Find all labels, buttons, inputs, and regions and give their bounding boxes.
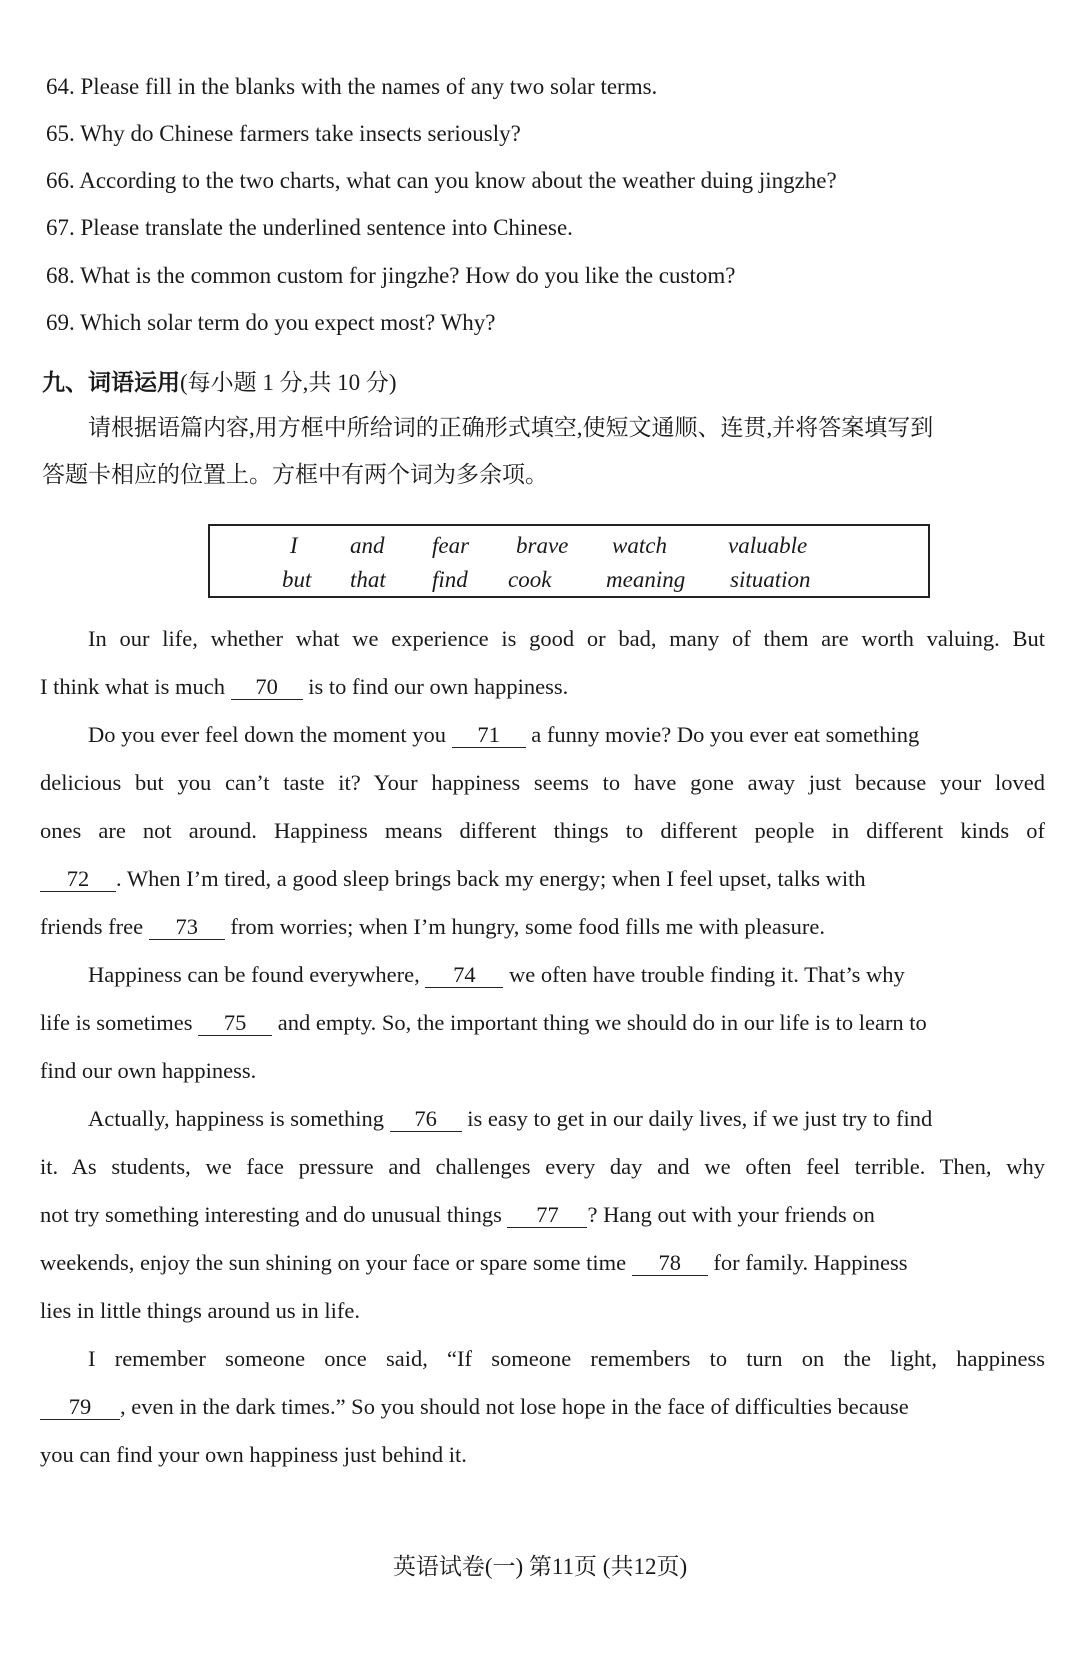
word-box	[208, 524, 930, 598]
section-title: 九、词语运用	[42, 370, 180, 395]
word-box-item: meaning	[606, 567, 686, 592]
blank-72[interactable]: 72	[40, 867, 116, 892]
passage-line	[40, 960, 1045, 990]
passage-text: not try something interesting and do unusual things	[40, 1202, 502, 1227]
blank-76[interactable]: 76	[390, 1107, 462, 1132]
word-box-item: but	[282, 567, 312, 592]
word-box-item: and	[350, 533, 385, 558]
question-64: 64. Please fill in the blanks with the names of any two solar terms.	[46, 74, 658, 99]
question-67: 67. Please translate the underlined sentence into Chinese.	[46, 215, 573, 240]
word-box-item: brave	[516, 533, 569, 558]
passage-line	[40, 672, 1045, 702]
blank-79[interactable]: 79	[40, 1395, 120, 1420]
passage-text: a funny movie? Do you ever eat something	[531, 722, 920, 747]
passage-line: you can find your own happiness just behind it.	[40, 1442, 467, 1467]
blank-75[interactable]: 75	[198, 1011, 272, 1036]
passage-line	[40, 1392, 1045, 1422]
passage-line	[40, 1104, 1045, 1134]
passage-text: from worries; when I’m hungry, some food fills me with pleasure.	[230, 914, 825, 939]
blank-73[interactable]: 73	[149, 915, 225, 940]
word-box-item: situation	[730, 567, 811, 592]
question-65: 65. Why do Chinese farmers take insects seriously?	[46, 121, 521, 146]
passage-text: , even in the dark times.” So you should not lose hope in the face of difficulties because	[120, 1394, 909, 1419]
word-box-item: fear	[432, 533, 470, 558]
question-66: 66. According to the two charts, what can you know about the weather duing jingzhe?	[46, 168, 837, 193]
question-69: 69. Which solar term do you expect most? Why?	[46, 310, 496, 335]
word-box-item: I	[290, 533, 298, 558]
passage-text: we often have trouble finding it. That’s why	[509, 962, 905, 987]
passage-text: is to find our own happiness.	[308, 674, 569, 699]
section-score: (每小题 1 分,共 10 分)	[180, 370, 397, 395]
passage-text: . When I’m tired, a good sleep brings back my energy; when I feel upset, talks with	[116, 866, 866, 891]
passage-text: Do you ever feel down the moment you	[88, 722, 447, 747]
question-68: 68. What is the common custom for jingzhe? How do you like the custom?	[46, 263, 736, 288]
passage-text: friends free	[40, 914, 144, 939]
word-box-item: watch	[612, 533, 667, 558]
passage-line	[40, 720, 1045, 750]
passage-line: lies in little things around us in life.	[40, 1298, 360, 1323]
passage-line: it. As students, we face pressure and challenges every day and we often feel terrible. Then, why	[40, 1154, 1045, 1179]
passage-text: Actually, happiness is something	[88, 1106, 385, 1131]
instruction-line-1: 请根据语篇内容,用方框中所给词的正确形式填空,使短文通顺、连贯,并将答案填写到	[88, 415, 934, 440]
passage-line: I remember someone once said, “If someone remembers to turn on the light, happiness	[88, 1346, 1045, 1371]
blank-71[interactable]: 71	[452, 723, 526, 748]
passage-line: delicious but you can’t taste it? Your happiness seems to have gone away just because your loved	[40, 770, 1045, 795]
word-box-item: cook	[508, 567, 552, 592]
page-footer: 英语试卷(一) 第11页 (共12页)	[392, 1554, 688, 1579]
blank-77[interactable]: 77	[507, 1203, 587, 1228]
passage-text: Happiness can be found everywhere,	[88, 962, 420, 987]
blank-74[interactable]: 74	[425, 963, 503, 988]
word-box-item: valuable	[728, 533, 808, 558]
section-heading	[42, 368, 397, 398]
passage-line	[40, 1200, 1045, 1230]
passage-text: for family. Happiness	[713, 1250, 908, 1275]
passage-line	[40, 864, 1045, 894]
passage-text: weekends, enjoy the sun shining on your face or spare some time	[40, 1250, 627, 1275]
instruction-line-2: 答题卡相应的位置上。方框中有两个词为多余项。	[42, 462, 548, 487]
passage-line	[40, 1248, 1045, 1278]
passage-text: and empty. So, the important thing we should do in our life is to learn to	[277, 1010, 927, 1035]
passage-line	[40, 912, 1045, 942]
word-box-item: find	[432, 567, 468, 592]
passage-line	[40, 1008, 1045, 1038]
passage-text: ? Hang out with your friends on	[587, 1202, 875, 1227]
word-box-item: that	[350, 567, 386, 592]
passage-line: In our life, whether what we experience is good or bad, many of them are worth valuing. But	[88, 626, 1045, 651]
passage-text: life is sometimes	[40, 1010, 193, 1035]
blank-70[interactable]: 70	[231, 675, 303, 700]
passage-line: find our own happiness.	[40, 1058, 257, 1083]
blank-78[interactable]: 78	[632, 1251, 708, 1276]
passage-text: is easy to get in our daily lives, if we just try to find	[467, 1106, 933, 1131]
passage-line: ones are not around. Happiness means different things to different people in different kinds of	[40, 818, 1045, 843]
passage-text: I think what is much	[40, 674, 225, 699]
